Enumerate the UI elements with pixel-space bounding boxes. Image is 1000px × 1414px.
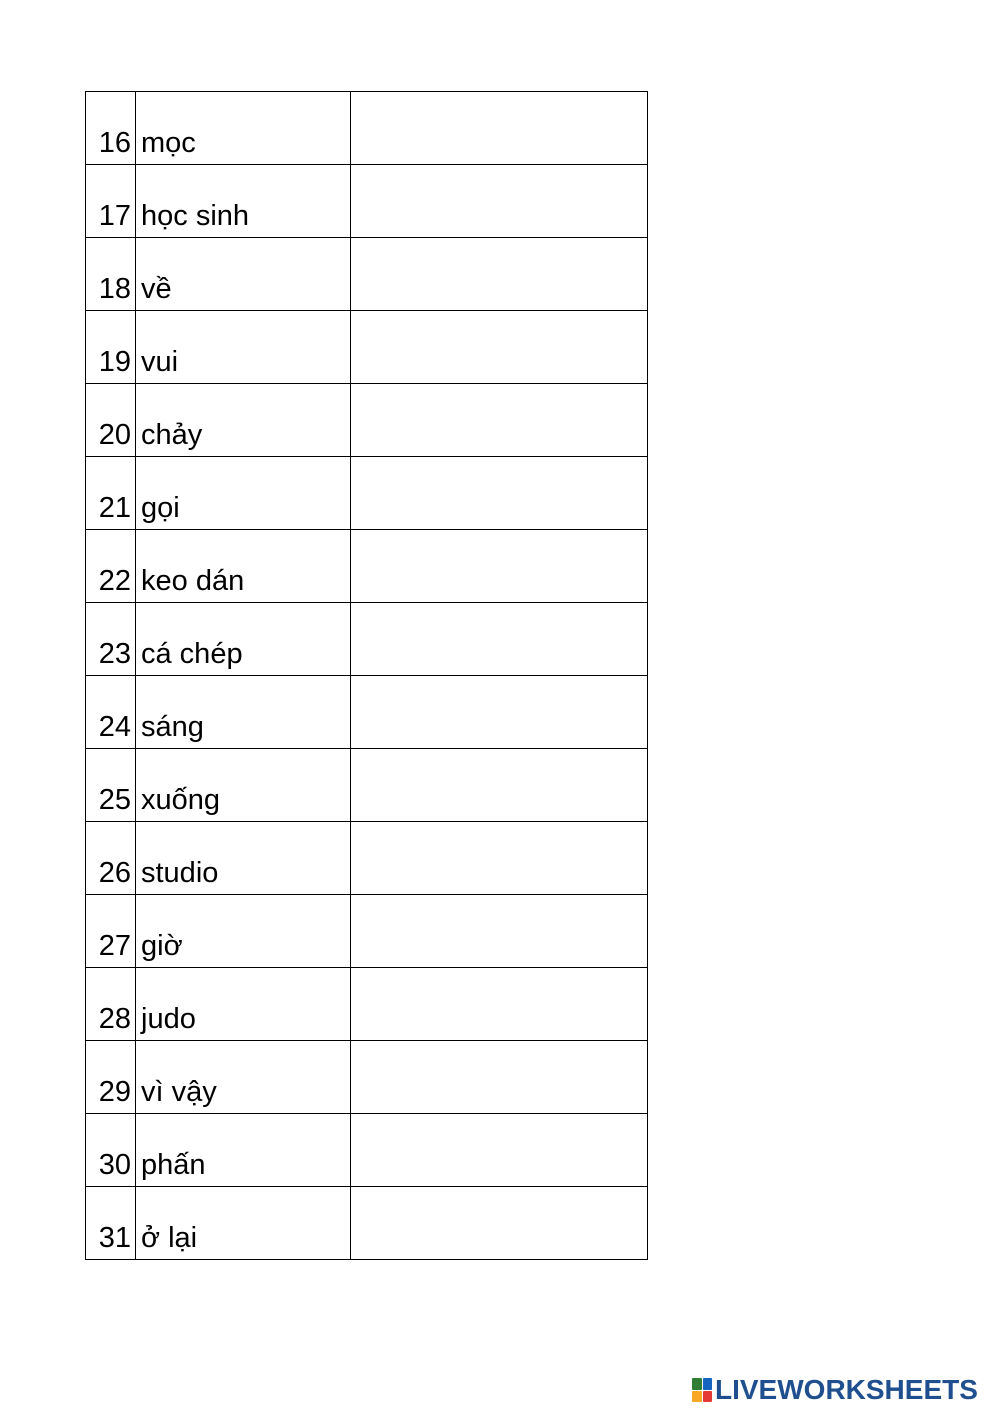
vocabulary-word: judo xyxy=(141,1003,196,1035)
word-cell xyxy=(136,603,351,676)
row-number-cell xyxy=(86,384,136,457)
answer-cell xyxy=(351,238,648,311)
table-row xyxy=(86,603,648,676)
answer-input[interactable] xyxy=(351,822,647,894)
row-number-cell xyxy=(86,530,136,603)
row-number-cell xyxy=(86,165,136,238)
row-number-cell xyxy=(86,968,136,1041)
vocabulary-word: mọc xyxy=(141,127,196,159)
word-cell xyxy=(136,1041,351,1114)
row-number: 22 xyxy=(98,565,131,597)
answer-cell xyxy=(351,1041,648,1114)
row-number-cell xyxy=(86,1114,136,1187)
word-cell xyxy=(136,749,351,822)
answer-input[interactable] xyxy=(351,1041,647,1113)
table-row xyxy=(86,457,648,530)
row-number: 28 xyxy=(98,1003,131,1035)
row-number: 25 xyxy=(98,784,131,816)
answer-input[interactable] xyxy=(351,749,647,821)
row-number: 31 xyxy=(98,1222,131,1254)
row-number: 27 xyxy=(98,930,131,962)
answer-input[interactable] xyxy=(351,238,647,310)
answer-cell xyxy=(351,530,648,603)
table-row xyxy=(86,968,648,1041)
answer-cell xyxy=(351,457,648,530)
answer-cell xyxy=(351,92,648,165)
vocabulary-word: keo dán xyxy=(141,565,245,597)
answer-input[interactable] xyxy=(351,311,647,383)
row-number-cell xyxy=(86,92,136,165)
answer-input[interactable] xyxy=(351,384,647,456)
answer-cell xyxy=(351,895,648,968)
table-row xyxy=(86,530,648,603)
word-cell xyxy=(136,457,351,530)
vocabulary-table xyxy=(85,91,648,1260)
row-number: 20 xyxy=(98,419,131,451)
row-number-cell xyxy=(86,603,136,676)
answer-input[interactable] xyxy=(351,603,647,675)
answer-cell xyxy=(351,676,648,749)
table-row xyxy=(86,238,648,311)
word-cell xyxy=(136,1114,351,1187)
table-row xyxy=(86,92,648,165)
row-number: 29 xyxy=(98,1076,131,1108)
row-number-cell xyxy=(86,749,136,822)
vocabulary-word: ở lại xyxy=(141,1222,198,1254)
table-row xyxy=(86,749,648,822)
answer-cell xyxy=(351,1187,648,1260)
row-number-cell xyxy=(86,1041,136,1114)
word-cell xyxy=(136,676,351,749)
word-cell xyxy=(136,822,351,895)
row-number: 30 xyxy=(98,1149,131,1181)
table-row xyxy=(86,822,648,895)
row-number: 26 xyxy=(98,857,131,889)
vocabulary-word: xuống xyxy=(141,784,221,816)
word-cell xyxy=(136,1187,351,1260)
row-number: 17 xyxy=(98,200,131,232)
answer-cell xyxy=(351,311,648,384)
table-row xyxy=(86,311,648,384)
answer-input[interactable] xyxy=(351,968,647,1040)
row-number: 24 xyxy=(98,711,131,743)
vocabulary-table-body xyxy=(86,92,648,1260)
table-row xyxy=(86,384,648,457)
row-number-cell xyxy=(86,822,136,895)
word-cell xyxy=(136,311,351,384)
table-row xyxy=(86,1187,648,1260)
word-cell xyxy=(136,968,351,1041)
vocabulary-word: học sinh xyxy=(141,200,250,232)
answer-input[interactable] xyxy=(351,895,647,967)
answer-cell xyxy=(351,968,648,1041)
answer-cell xyxy=(351,822,648,895)
row-number-cell xyxy=(86,895,136,968)
word-cell xyxy=(136,530,351,603)
word-cell xyxy=(136,92,351,165)
table-row xyxy=(86,1114,648,1187)
answer-input[interactable] xyxy=(351,92,647,164)
answer-cell xyxy=(351,1114,648,1187)
answer-input[interactable] xyxy=(351,457,647,529)
word-cell xyxy=(136,384,351,457)
vocabulary-word: cá chép xyxy=(141,638,243,670)
vocabulary-word: về xyxy=(141,273,172,305)
liveworksheets-logo-icon xyxy=(692,1378,712,1402)
table-row xyxy=(86,165,648,238)
answer-cell xyxy=(351,603,648,676)
answer-cell xyxy=(351,165,648,238)
answer-input[interactable] xyxy=(351,676,647,748)
row-number-cell xyxy=(86,311,136,384)
vocabulary-word: gọi xyxy=(141,492,180,524)
vocabulary-word: studio xyxy=(141,857,219,889)
liveworksheets-brand xyxy=(692,1374,978,1406)
row-number-cell xyxy=(86,238,136,311)
vocabulary-word: chảy xyxy=(141,419,203,451)
answer-input[interactable] xyxy=(351,530,647,602)
row-number-cell xyxy=(86,457,136,530)
answer-input[interactable] xyxy=(351,1187,647,1259)
row-number: 16 xyxy=(98,127,131,159)
answer-cell xyxy=(351,384,648,457)
answer-cell xyxy=(351,749,648,822)
vocabulary-word: giờ xyxy=(141,930,183,962)
answer-input[interactable] xyxy=(351,1114,647,1186)
row-number: 23 xyxy=(98,638,131,670)
word-cell xyxy=(136,238,351,311)
row-number: 21 xyxy=(98,492,131,524)
brand-name: LIVEWORKSHEETS xyxy=(715,1374,978,1405)
answer-input[interactable] xyxy=(351,165,647,237)
row-number: 18 xyxy=(98,273,131,305)
vocabulary-word: sáng xyxy=(141,711,204,743)
row-number: 19 xyxy=(98,346,131,378)
word-cell xyxy=(136,165,351,238)
table-row xyxy=(86,676,648,749)
vocabulary-word: vì vậy xyxy=(141,1076,217,1108)
vocabulary-word: phấn xyxy=(141,1149,206,1181)
vocabulary-word: vui xyxy=(141,346,179,378)
table-row xyxy=(86,895,648,968)
row-number-cell xyxy=(86,676,136,749)
table-row xyxy=(86,1041,648,1114)
row-number-cell xyxy=(86,1187,136,1260)
word-cell xyxy=(136,895,351,968)
